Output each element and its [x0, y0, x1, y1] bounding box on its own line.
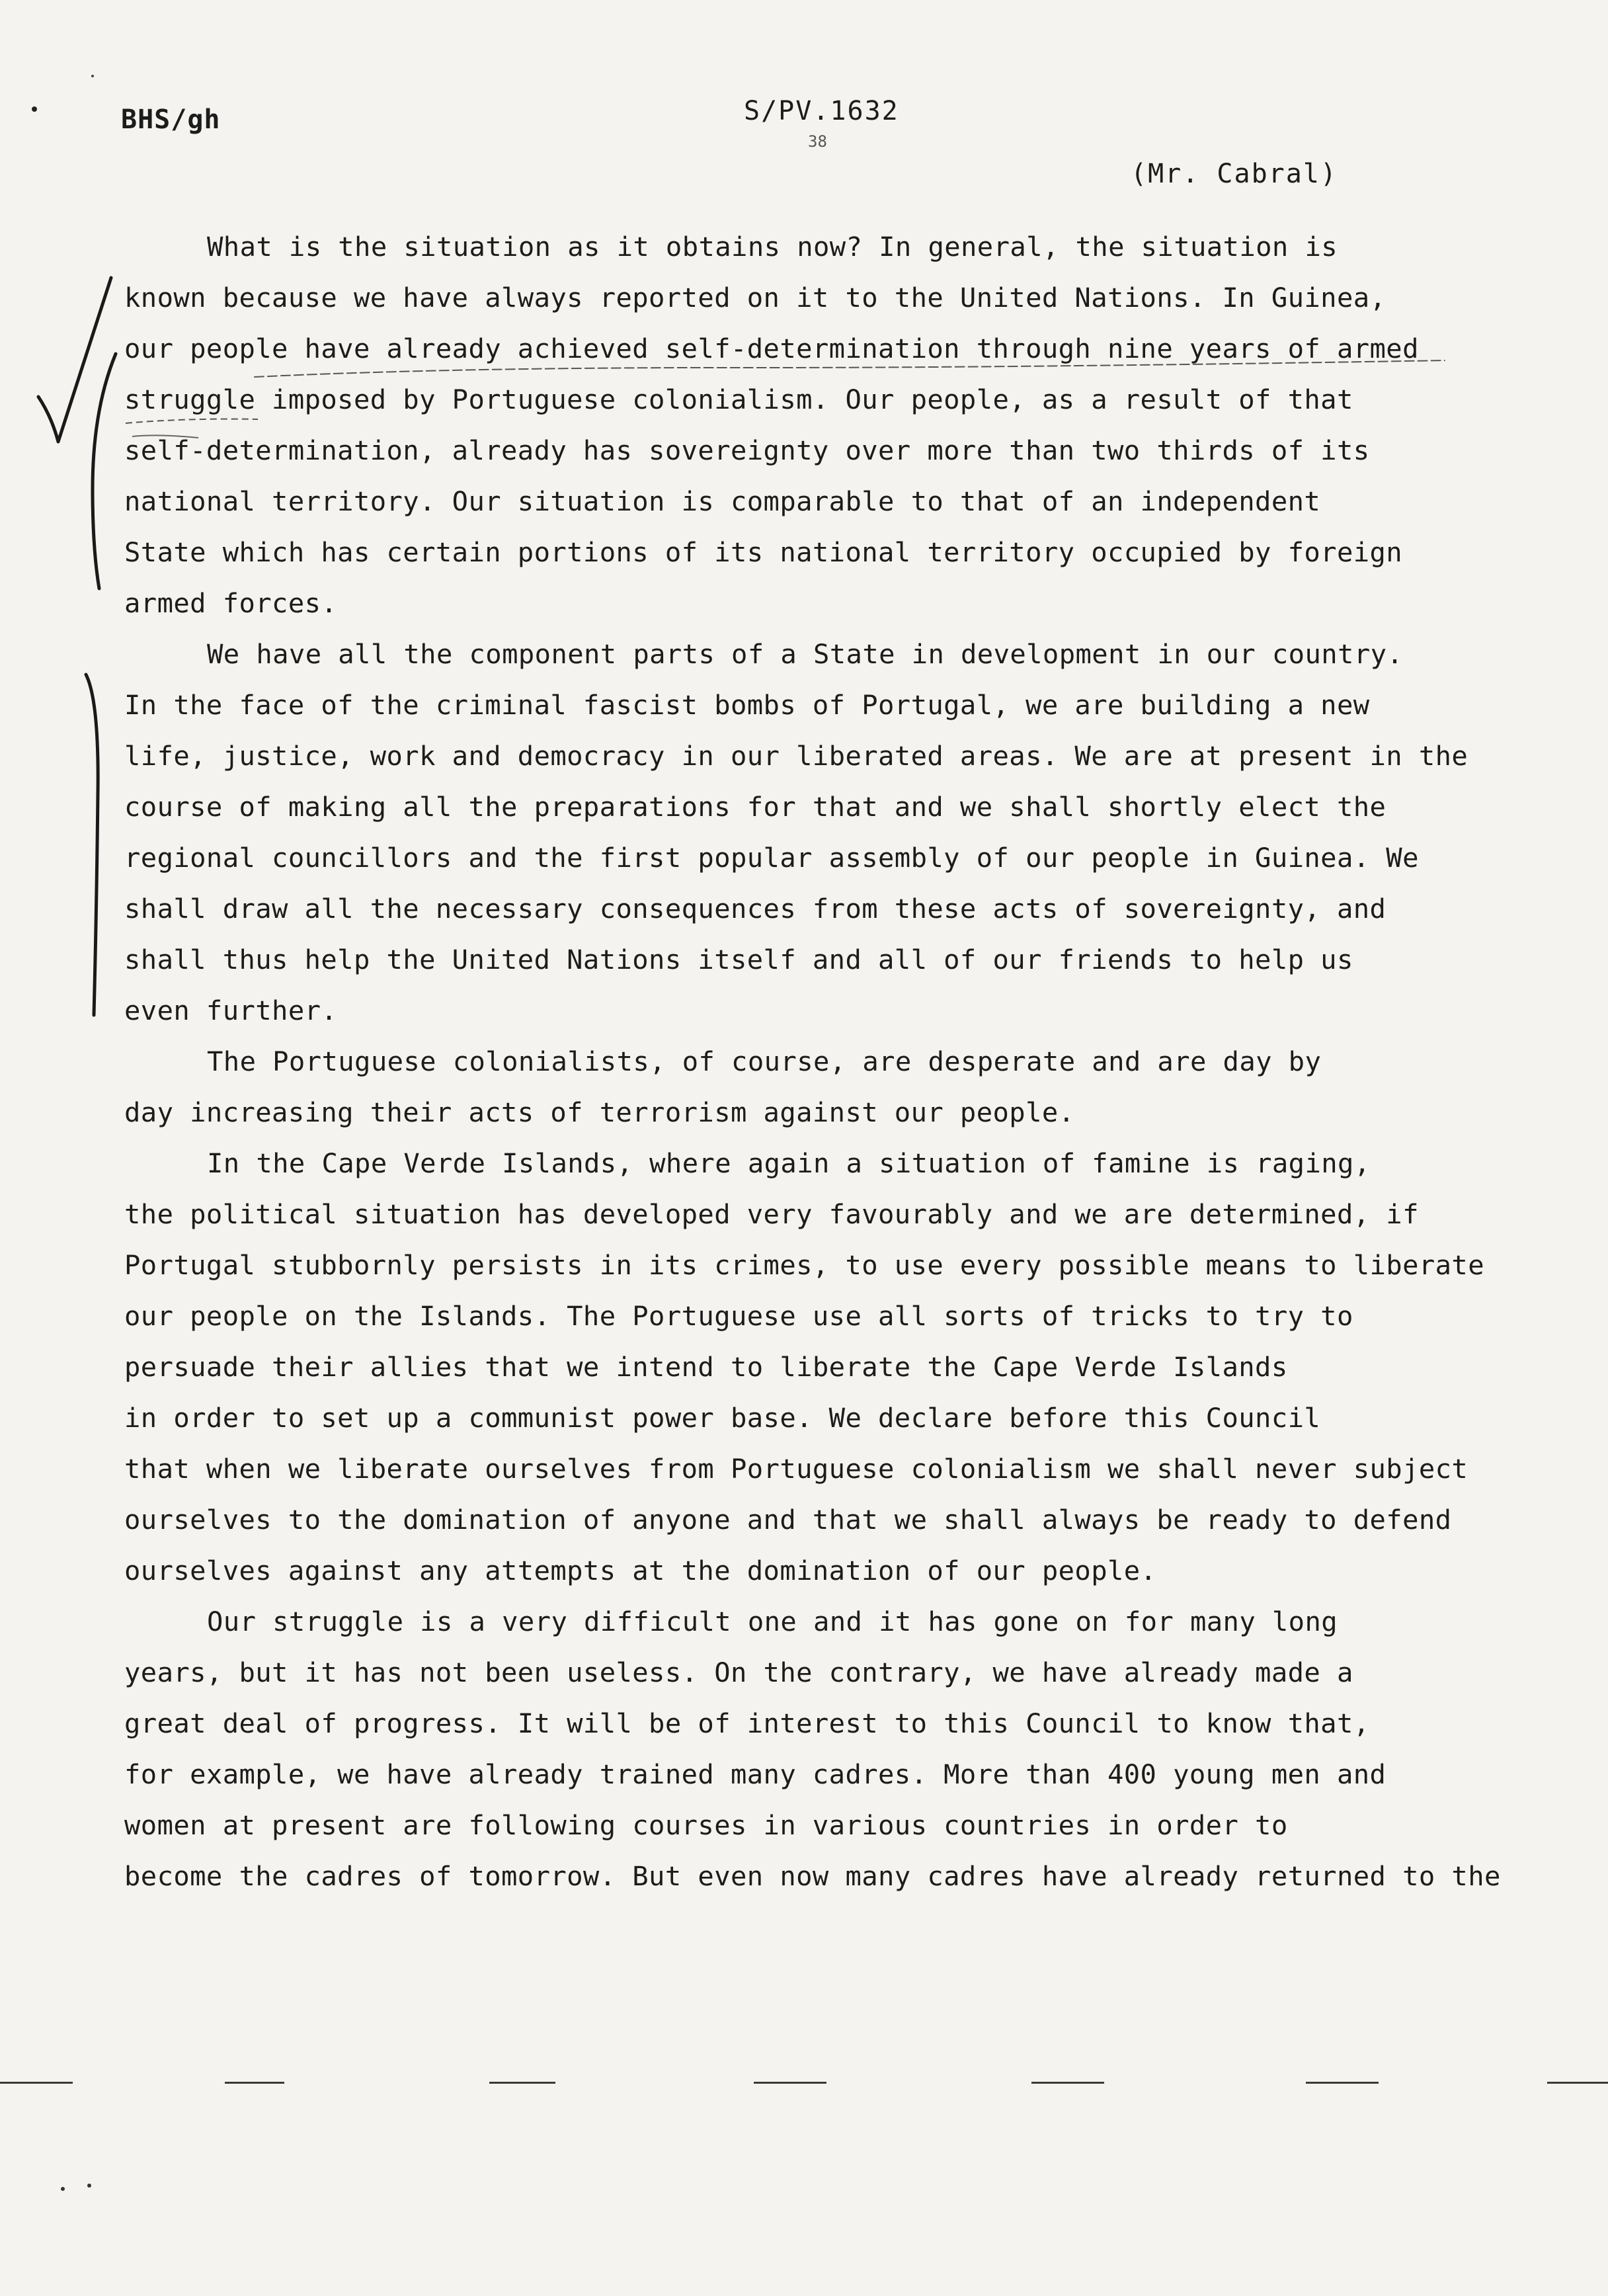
text-line: our people on the Islands. The Portuguese use all sorts of tricks to try to	[124, 1300, 1353, 1332]
text-line: day increasing their acts of terrorism against our people.	[124, 1096, 1075, 1128]
page-number-mark: 38	[808, 132, 827, 151]
text-line: State which has certain portions of its national territory occupied by foreign	[124, 536, 1403, 568]
text-line: in order to set up a communist power base. We declare before this Council	[124, 1402, 1321, 1434]
paragraph	[124, 1036, 1579, 1138]
text-line: struggle imposed by Portuguese colonialism. Our people, as a result of that	[124, 384, 1353, 415]
document-body	[124, 222, 1579, 1902]
text-line: the political situation has developed very favourably and we are determined, if	[124, 1198, 1419, 1230]
text-line: shall thus help the United Nations itself and all of our friends to help us	[124, 944, 1353, 975]
text-line: The Portuguese colonialists, of course, are desperate and are day by	[207, 1046, 1322, 1077]
text-line: regional councillors and the first popular assembly of our people in Guinea. We	[124, 842, 1419, 874]
stray-mark	[91, 75, 94, 77]
text-line: women at present are following courses in various countries in order to	[124, 1809, 1288, 1841]
footer-rule	[1031, 2082, 1104, 2084]
text-line: Our struggle is a very difficult one and it has gone on for many long	[207, 1606, 1338, 1637]
text-line: Portugal stubbornly persists in its crimes, to use every possible means to liberate	[124, 1249, 1484, 1281]
paragraph	[124, 629, 1579, 1036]
text-line: that when we liberate ourselves from Portuguese colonialism we shall never subject	[124, 1453, 1468, 1485]
text-line: our people have already achieved self-determination through nine years of armed	[124, 333, 1419, 364]
document-symbol: S/PV.1632	[744, 96, 899, 126]
footer-rule	[754, 2082, 826, 2084]
text-line: In the face of the criminal fascist bombs of Portugal, we are building a new	[124, 689, 1370, 721]
text-line: years, but it has not been useless. On the contrary, we have already made a	[124, 1657, 1353, 1688]
text-line: armed forces.	[124, 587, 338, 619]
paragraph	[124, 222, 1579, 629]
margin-bracket-paragraph-2	[86, 675, 98, 1015]
reference-initials: BHS/gh	[121, 104, 221, 135]
text-line: become the cadres of tomorrow. But even now many cadres have already returned to the	[124, 1860, 1501, 1892]
text-line: In the Cape Verde Islands, where again a situation of famine is raging,	[207, 1147, 1371, 1179]
footer-rule	[1306, 2082, 1379, 2084]
text-line: We have all the component parts of a State in development in our country.	[207, 638, 1404, 670]
text-line: shall draw all the necessary consequences from these acts of sovereignty, and	[124, 893, 1387, 924]
text-line: persuade their allies that we intend to liberate the Cape Verde Islands	[124, 1351, 1288, 1383]
speaker-name: (Mr. Cabral)	[1131, 159, 1338, 189]
stray-mark	[61, 2187, 65, 2191]
text-line: national territory. Our situation is comparable to that of an independent	[124, 485, 1321, 517]
check-mark	[38, 278, 111, 442]
text-line: even further.	[124, 995, 338, 1026]
text-line: known because we have always reported on it to the United Nations. In Guinea,	[124, 282, 1387, 313]
footer-rule	[489, 2082, 555, 2084]
footer-rule	[1547, 2082, 1608, 2084]
footer-rule	[0, 2082, 73, 2084]
text-line: What is the situation as it obtains now? In general, the situation is	[207, 231, 1338, 263]
text-line: for example, we have already trained many cadres. More than 400 young men and	[124, 1758, 1387, 1790]
text-line: great deal of progress. It will be of interest to this Council to know that,	[124, 1707, 1370, 1739]
margin-bracket-paragraph-1	[93, 354, 116, 589]
text-line: course of making all the preparations for that and we shall shortly elect the	[124, 791, 1387, 823]
paragraph	[124, 1138, 1579, 1596]
footer-rule	[225, 2082, 284, 2084]
text-line: life, justice, work and democracy in our liberated areas. We are at present in the	[124, 740, 1468, 772]
text-line: self-determination, already has sovereignty over more than two thirds of its	[124, 434, 1370, 466]
stray-mark	[32, 106, 37, 112]
stray-mark	[87, 2184, 91, 2188]
text-line: ourselves to the domination of anyone and that we shall always be ready to defend	[124, 1504, 1452, 1536]
paragraph	[124, 1596, 1579, 1902]
text-line: ourselves against any attempts at the domination of our people.	[124, 1555, 1157, 1586]
